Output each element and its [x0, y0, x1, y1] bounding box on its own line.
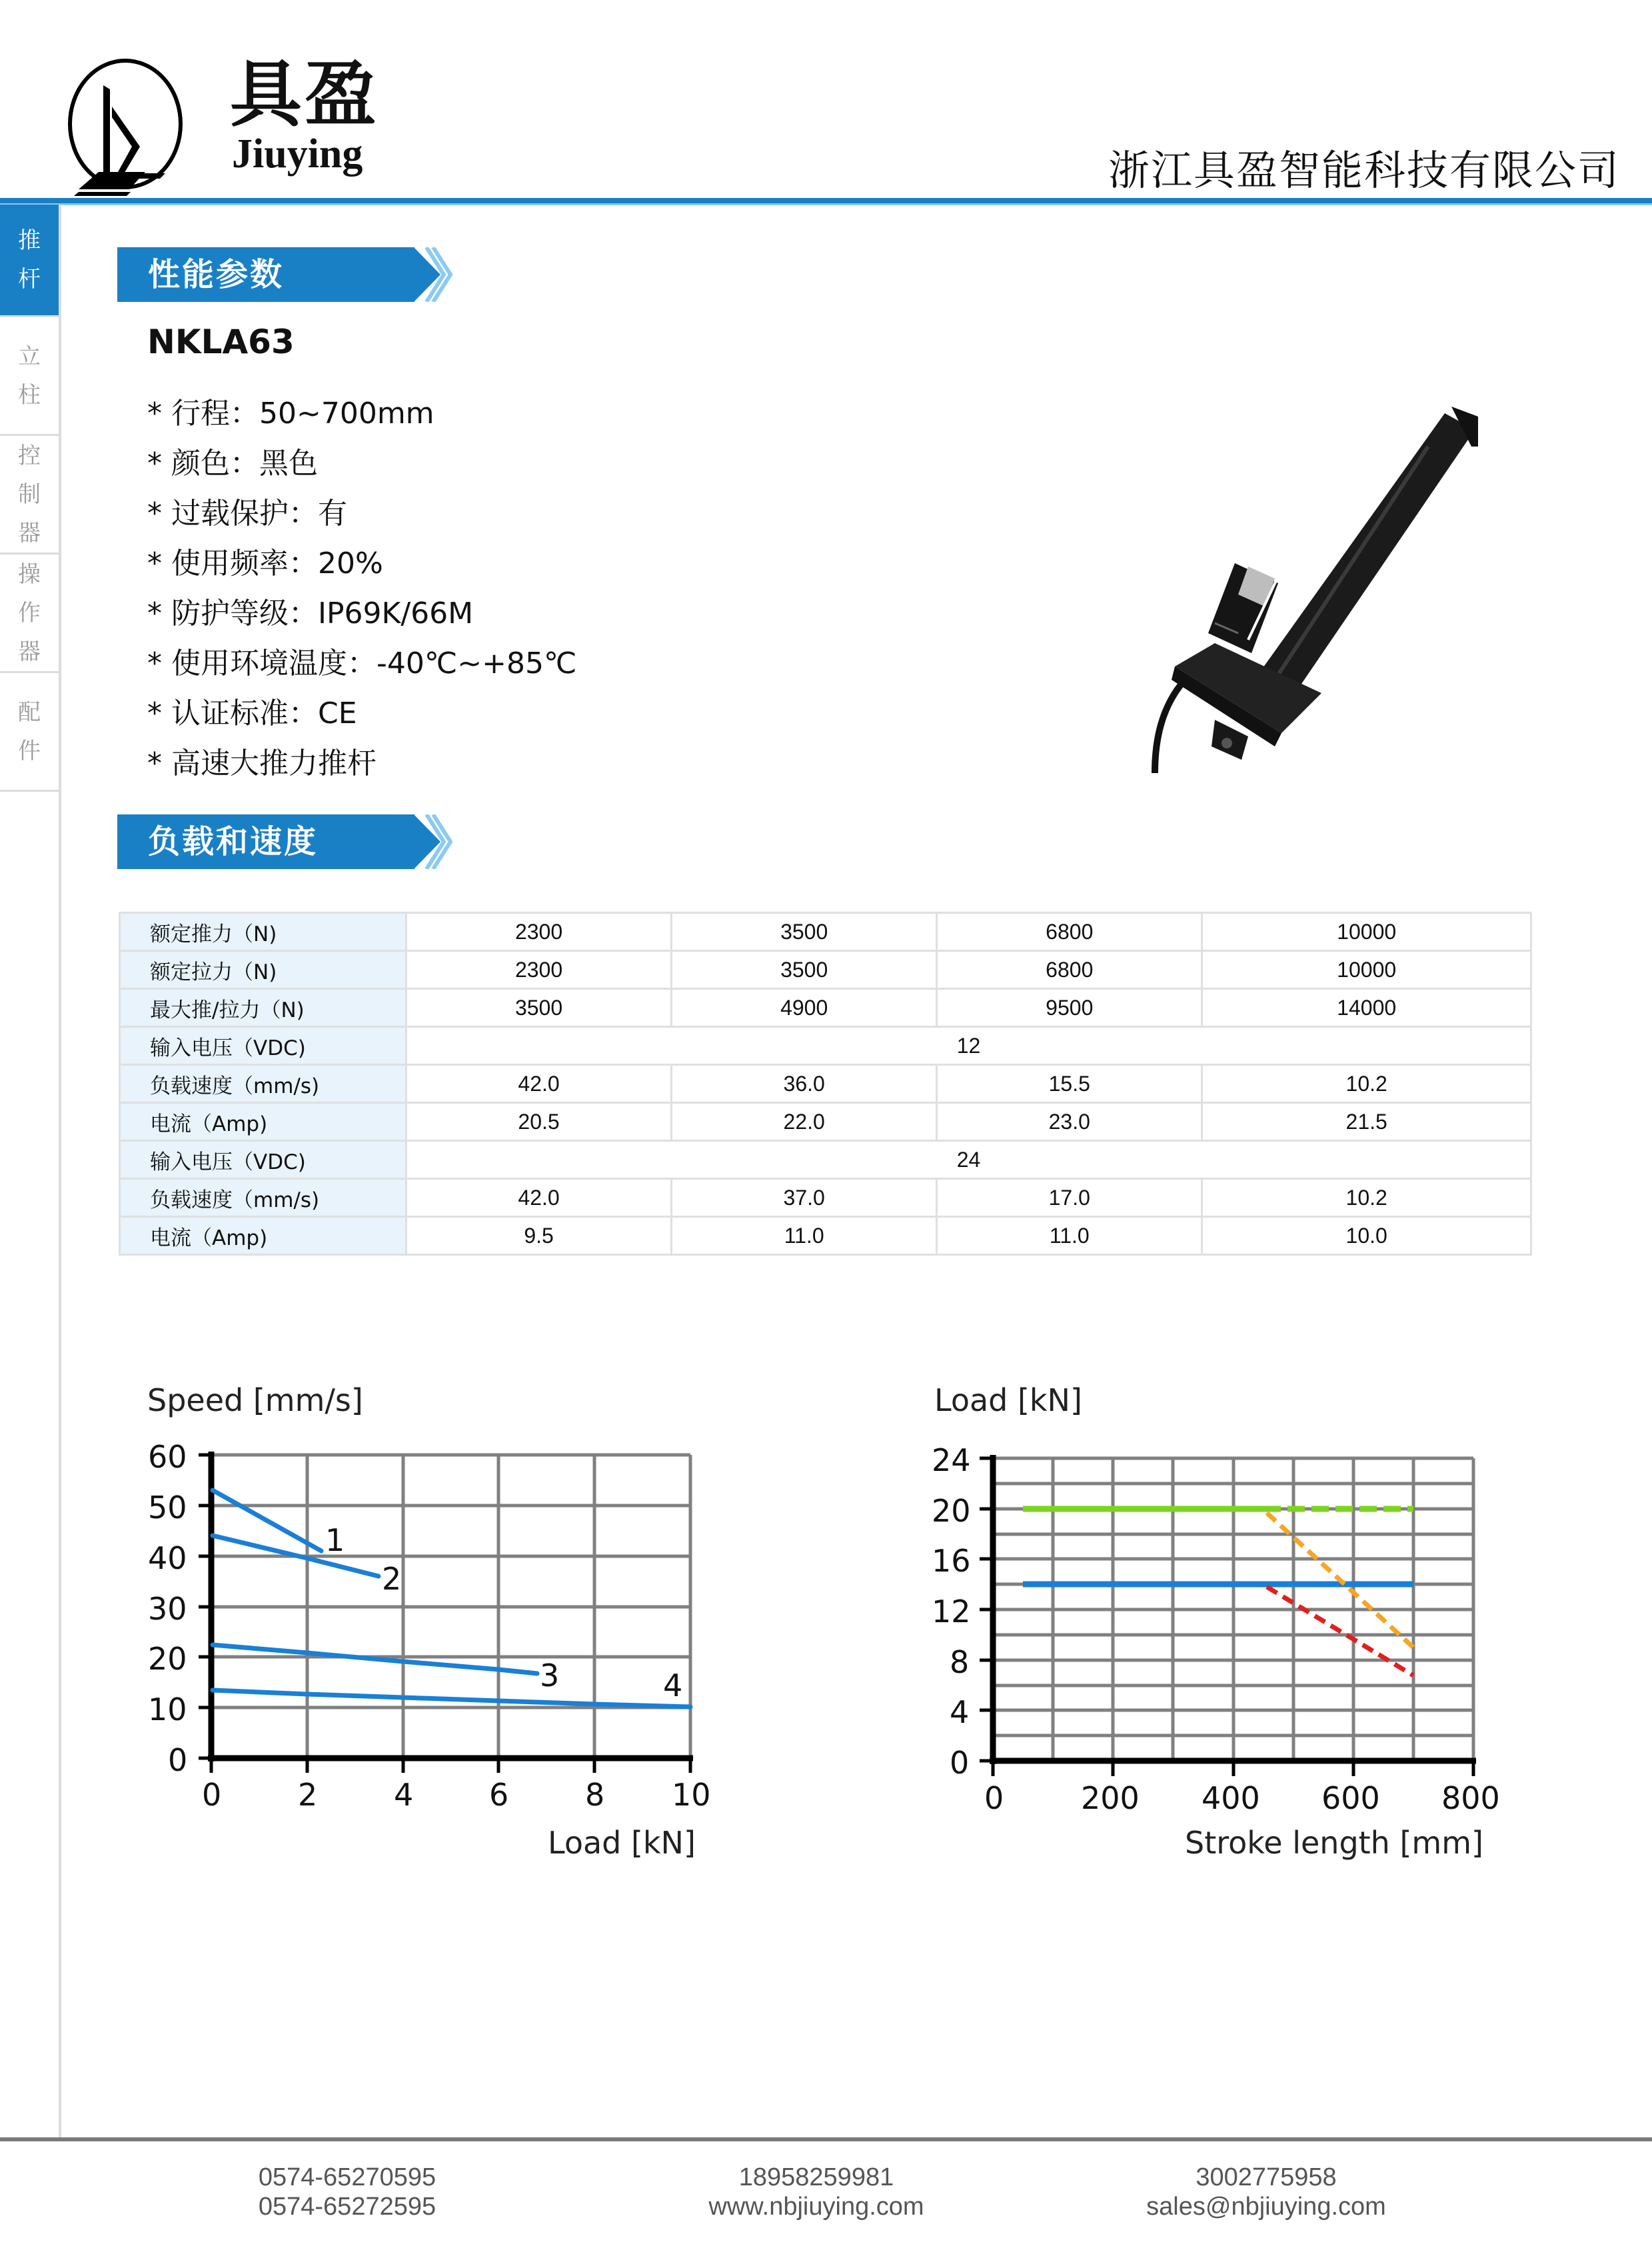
jiuying-logo-icon: [59, 59, 196, 196]
y-tick: 16: [932, 1543, 971, 1579]
table-cell: 10.0: [1202, 1217, 1531, 1255]
row-label: 电流（Amp): [120, 1103, 407, 1141]
row-label: 电流（Amp): [120, 1217, 407, 1255]
y-tick: 40: [148, 1540, 187, 1576]
x-tick: 200: [1081, 1780, 1140, 1816]
table-row: [120, 1141, 1531, 1179]
table-row: [120, 1065, 1531, 1103]
footer-qq: 3002775958: [1196, 2163, 1337, 2191]
table-cell: 17.0: [937, 1179, 1202, 1217]
y-tick: 30: [148, 1591, 187, 1627]
table-row: [120, 951, 1531, 989]
sidebar-item-char: 器: [18, 638, 41, 665]
table-cell: 2300: [407, 913, 672, 951]
sidebar-item-char: 器: [18, 519, 41, 547]
y-tick: 8: [950, 1644, 970, 1680]
y-tick: 60: [148, 1439, 187, 1475]
chart-x-title: Stroke length [mm]: [1185, 1825, 1483, 1861]
x-tick: 2: [298, 1777, 318, 1813]
series-label: 3: [540, 1658, 560, 1693]
table-cell: 4900: [672, 989, 937, 1027]
spec-item: * 使用频率：20%: [147, 547, 383, 580]
row-label: 输入电压（VDC): [120, 1027, 407, 1065]
chart-y-title: Load [kN]: [934, 1382, 1082, 1418]
sidebar-item-char: 柱: [18, 381, 41, 409]
sidebar-item-controller[interactable]: [0, 436, 59, 555]
sidebar-item-char: 配: [18, 698, 41, 726]
footer-email-link[interactable]: sales@nbjiuying.com: [1146, 2193, 1386, 2221]
row-label: 额定拉力（N): [120, 951, 407, 989]
section-banner-performance: [117, 247, 457, 302]
table-cell: 36.0: [672, 1065, 937, 1103]
footer-qq-email: [1066, 2163, 1466, 2221]
spec-item: * 使用环境温度：-40℃~+85℃: [147, 646, 577, 680]
series-label: 1: [325, 1522, 345, 1558]
sidebar-item-char: 控: [18, 442, 41, 469]
table-row: [120, 913, 1531, 951]
chart-x-title: Load [kN]: [548, 1825, 696, 1861]
spec-item: * 过载保护：有: [147, 497, 347, 531]
section-banner-load-speed: [117, 814, 457, 869]
table-cell: 10000: [1202, 913, 1531, 951]
table-cell: 9.5: [407, 1217, 672, 1255]
series-red-dashed: [1267, 1587, 1413, 1676]
series-label: 4: [663, 1668, 683, 1703]
table-cell: 3500: [407, 989, 672, 1027]
section-title: 负载和速度: [148, 823, 319, 860]
table-cell: 3500: [672, 951, 937, 989]
x-tick: 0: [202, 1777, 222, 1813]
y-tick: 20: [932, 1493, 971, 1529]
spec-item: * 行程：50~700mm: [147, 397, 434, 431]
y-tick: 4: [950, 1694, 970, 1730]
x-tick: 10: [672, 1777, 711, 1813]
header-divider-light: [0, 203, 1652, 205]
product-image-linear-actuator: [1115, 400, 1481, 780]
table-row: [120, 989, 1531, 1027]
footer-mobile: 18958259981: [738, 2163, 894, 2191]
brand-name-en: Jiuying: [232, 131, 363, 177]
table-cell-merged: 12: [407, 1027, 1531, 1065]
row-label: 最大推/拉力（N): [120, 989, 407, 1027]
sidebar-item-accessories[interactable]: [0, 673, 59, 792]
company-name: 浙江具盈智能科技有限公司: [1108, 146, 1620, 195]
chevron-right-icon: [411, 247, 464, 302]
row-label: 负载速度（mm/s): [120, 1065, 407, 1103]
table-cell: 10000: [1202, 951, 1531, 989]
footer-website-link[interactable]: www.nbjiuying.com: [708, 2193, 924, 2221]
row-label: 负载速度（mm/s): [120, 1179, 407, 1217]
y-tick: 0: [950, 1745, 970, 1781]
table-cell-merged: 24: [407, 1141, 1531, 1179]
header-divider: [0, 198, 1652, 203]
spec-list: [147, 389, 576, 788]
table-row: [120, 1179, 1531, 1217]
table-cell: 10.2: [1202, 1179, 1531, 1217]
table-row: [120, 1217, 1531, 1255]
sidebar-item-actuator[interactable]: [0, 205, 59, 317]
footer-mobile-web: [616, 2163, 1016, 2221]
y-tick: 0: [168, 1742, 188, 1778]
y-tick: 12: [932, 1594, 971, 1630]
table-cell: 10.2: [1202, 1065, 1531, 1103]
y-tick: 20: [148, 1641, 187, 1677]
table-cell: 3500: [672, 913, 937, 951]
sidebar-item-char: 件: [18, 737, 41, 764]
footer-divider: [0, 2137, 1652, 2141]
series-3-line: [213, 1645, 537, 1674]
table-cell: 14000: [1202, 989, 1531, 1027]
sidebar-item-char: 杆: [18, 266, 41, 293]
load-speed-table: [119, 912, 1532, 1256]
section-title: 性能参数: [148, 256, 285, 293]
table-cell: 22.0: [672, 1103, 937, 1141]
spec-item: * 高速大推力推杆: [147, 746, 377, 780]
footer-phones: [147, 2163, 547, 2221]
table-cell: 11.0: [672, 1217, 937, 1255]
x-tick: 800: [1441, 1780, 1500, 1816]
table-cell: 42.0: [407, 1179, 672, 1217]
row-label: 输入电压（VDC): [120, 1141, 407, 1179]
x-tick: 4: [394, 1777, 414, 1813]
table-cell: 42.0: [407, 1065, 672, 1103]
table-row: [120, 1103, 1531, 1141]
row-label: 额定推力（N): [120, 913, 407, 951]
footer-phone-1: 0574-65270595: [258, 2163, 436, 2191]
y-tick: 10: [148, 1691, 187, 1727]
footer-phone-2: 0574-65272595: [258, 2193, 436, 2221]
table-cell: 2300: [407, 951, 672, 989]
model-name: NKLA63: [147, 323, 295, 361]
sidebar-item-char: 作: [18, 599, 41, 626]
series-4-line: [213, 1690, 690, 1707]
series-label: 2: [382, 1561, 402, 1597]
chevron-right-icon: [411, 814, 464, 869]
sidebar-item-char: 操: [18, 561, 41, 588]
chart-y-title: Speed [mm/s]: [147, 1382, 363, 1418]
table-cell: 15.5: [937, 1065, 1202, 1103]
table-row: [120, 1027, 1531, 1065]
spec-item: * 认证标准：CE: [147, 696, 357, 730]
y-tick: 24: [932, 1442, 971, 1478]
sidebar-item-column[interactable]: [0, 317, 59, 436]
table-cell: 20.5: [407, 1103, 672, 1141]
table-cell: 37.0: [672, 1179, 937, 1217]
load-stroke-plot: [973, 1446, 1499, 1779]
y-tick: 50: [148, 1490, 187, 1526]
table-cell: 21.5: [1202, 1103, 1531, 1141]
x-tick: 600: [1321, 1780, 1380, 1816]
x-tick: 0: [984, 1780, 1004, 1816]
sidebar-item-char: 立: [18, 343, 41, 370]
spec-item: * 颜色：黑色: [147, 447, 318, 481]
sidebar-item-char: 制: [18, 481, 41, 508]
table-cell: 11.0: [937, 1217, 1202, 1255]
speed-load-plot: [187, 1446, 713, 1779]
x-tick: 8: [585, 1777, 605, 1813]
table-cell: 23.0: [937, 1103, 1202, 1141]
sidebar-item-char: 推: [18, 227, 41, 254]
sidebar-nav: [0, 205, 61, 2137]
sidebar-item-operator[interactable]: [0, 555, 59, 673]
x-tick: 400: [1202, 1780, 1260, 1816]
brand-name-cn: 具盈: [230, 53, 380, 137]
table-cell: 6800: [937, 951, 1202, 989]
spec-item: * 防护等级：IP69K/66M: [147, 596, 474, 630]
x-tick: 6: [489, 1777, 509, 1813]
table-cell: 6800: [937, 913, 1202, 951]
table-cell: 9500: [937, 989, 1202, 1027]
